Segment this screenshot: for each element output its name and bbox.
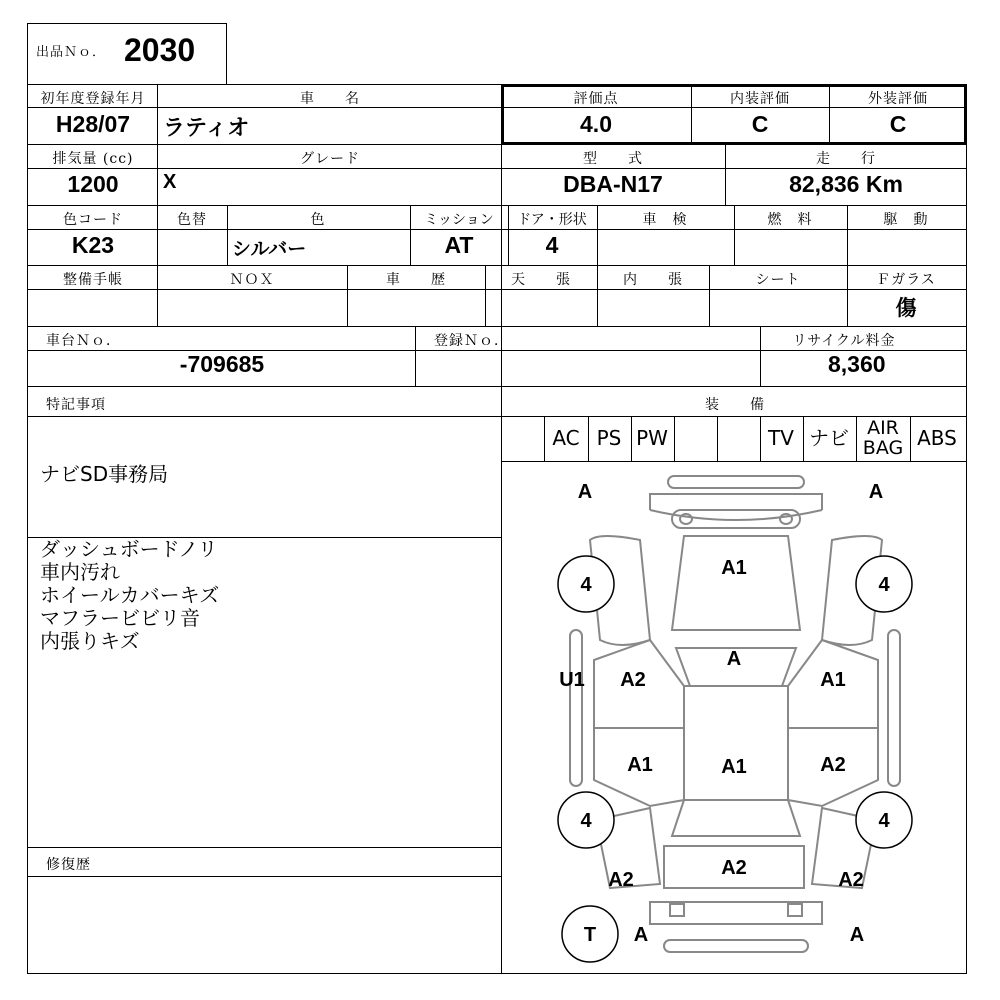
- damage-mark: A1: [721, 557, 747, 579]
- registration-number-label: 登録Ｎｏ．: [434, 333, 509, 349]
- roof-lining-label: 天 張: [511, 272, 571, 288]
- equipment-ps: PS: [596, 426, 622, 450]
- model-label: 型 式: [583, 151, 643, 167]
- maintenance-book-label: 整備手帳: [63, 272, 123, 288]
- lot-label: 出品Ｎｏ．: [36, 45, 107, 60]
- interior-grade-label: 内装評価: [730, 91, 790, 107]
- recycle-fee-label: リサイクル料金: [792, 333, 896, 349]
- color-label: 色: [310, 212, 326, 228]
- front-glass-value: 傷: [895, 296, 917, 320]
- model-value: DBA-N17: [563, 171, 663, 197]
- car-history-label: 車 歴: [386, 272, 446, 288]
- equipment-pw: PW: [636, 426, 668, 450]
- equipment-navi: ナビ: [809, 426, 849, 450]
- equipment-label: 装 備: [705, 397, 765, 413]
- car-name-value: ラティオ: [163, 115, 250, 140]
- remarks-line: ダッシュボードノリ: [40, 537, 218, 561]
- interior-trim-label: 内 張: [623, 272, 683, 288]
- equipment-airbag: AIR BAG: [862, 417, 904, 459]
- remarks-line: ナビSD事務局: [40, 462, 169, 486]
- mileage-value: 82,836 Km: [789, 171, 903, 197]
- front-glass-label: Ｆガラス: [876, 272, 936, 288]
- equipment-abs: ABS: [917, 426, 957, 450]
- damage-mark: A: [849, 924, 865, 946]
- damage-mark: 4: [878, 810, 890, 832]
- remarks-line: 車内汚れ: [40, 560, 120, 584]
- color-value: シルバー: [232, 239, 307, 260]
- damage-mark: 4: [580, 574, 592, 596]
- equipment-tv: TV: [768, 426, 794, 450]
- remarks-line: マフラービビリ音: [40, 606, 200, 630]
- mission-value: AT: [444, 232, 474, 258]
- fuel-label: 燃 料: [767, 212, 813, 228]
- damage-mark: T: [583, 924, 597, 946]
- damage-mark: A2: [820, 754, 846, 776]
- exterior-grade-value: C: [889, 111, 907, 137]
- drive-label: 駆 動: [883, 212, 929, 228]
- remarks-line: 内張りキズ: [40, 629, 140, 653]
- interior-grade-value: C: [751, 111, 769, 137]
- damage-mark: A2: [608, 869, 634, 891]
- chassis-number-value: -709685: [179, 351, 265, 377]
- equipment-ac: AC: [552, 426, 580, 450]
- color-change-label: 色替: [177, 212, 207, 228]
- damage-mark: A1: [820, 669, 846, 691]
- score-value: 4.0: [580, 111, 612, 137]
- nox-label: ＮＯＸ: [229, 272, 275, 288]
- damage-mark: 4: [878, 574, 890, 596]
- repair-history-label: 修復歴: [46, 857, 91, 873]
- damage-mark: A1: [721, 756, 747, 778]
- color-code-value: K23: [71, 232, 115, 258]
- damage-mark: A: [726, 648, 742, 670]
- remarks-label: 特記事項: [46, 397, 106, 413]
- damage-mark: A: [868, 481, 884, 503]
- damage-mark: A1: [627, 754, 653, 776]
- displacement-value: 1200: [67, 171, 119, 197]
- score-label: 評価点: [573, 91, 619, 107]
- damage-mark: A: [577, 481, 593, 503]
- damage-mark: 4: [580, 810, 592, 832]
- inspection-label: 車 検: [642, 212, 688, 228]
- door-label: ドア・形状: [517, 212, 587, 228]
- grade-label: グレード: [300, 151, 360, 167]
- grade-value: X: [163, 171, 177, 193]
- mission-label: ミッション: [424, 212, 494, 228]
- damage-mark: A2: [620, 669, 646, 691]
- seat-label: シート: [755, 272, 801, 288]
- color-code-label: 色コード: [63, 212, 123, 228]
- mileage-label: 走 行: [816, 151, 876, 167]
- displacement-label: 排気量 (cc): [52, 151, 134, 167]
- car-name-label: 車 名: [300, 91, 360, 107]
- damage-mark: A2: [721, 857, 747, 879]
- exterior-grade-label: 外装評価: [868, 91, 928, 107]
- damage-mark: U1: [559, 669, 585, 691]
- remarks-line: ホイールカバーキズ: [40, 583, 220, 607]
- damage-mark: A: [633, 924, 649, 946]
- damage-mark: A2: [838, 869, 864, 891]
- recycle-fee-value: 8,360: [828, 351, 886, 377]
- chassis-number-label: 車台Ｎｏ．: [46, 333, 121, 349]
- door-value: 4: [545, 232, 559, 258]
- reg-date-value: H28/07: [55, 111, 131, 137]
- reg-date-label: 初年度登録年月: [40, 91, 146, 107]
- lot-number: 2030: [124, 32, 196, 68]
